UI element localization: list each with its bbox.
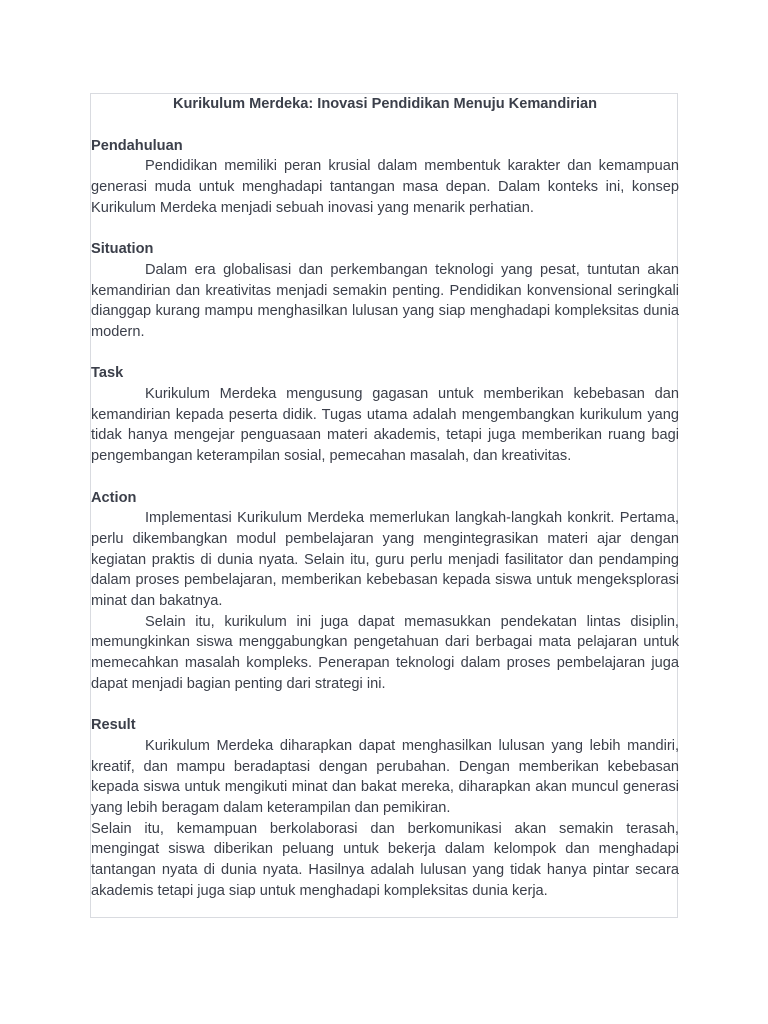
section-paragraph: Selain itu, kemampuan berkolaborasi dan berkomunikasi akan semakin terasah, mengingat siswa diberikan peluang untuk bekerja dalam kelompok dan menghadapi tantangan nyata di dunia nyata. Hasilnya adalah lulusan yang tidak hanya pintar secara akademis tetapi juga siap untuk menghadapi kompleksitas dunia kerja. <box>91 820 679 899</box>
section-heading-action: Action <box>91 489 137 506</box>
section-heading-result: Result <box>91 717 136 734</box>
section-paragraph: Kurikulum Merdeka diharapkan dapat menghasilkan lulusan yang lebih mandiri, kreatif, dan mampu beradaptasi dengan perubahan. Dengan memberikan kebebasan kepada siswa untuk mengikuti minat dan bakat mereka, diharapkan akan muncul generasi yang lebih beragam dalam keterampilan dan pemikiran. <box>91 737 679 817</box>
section-paragraph: Implementasi Kurikulum Merdeka memerlukan langkah-langkah konkrit. Pertama, perlu dikembangkan modul pembelajaran yang mengintegrasikan materi ajar dengan kegiatan praktis di dunia nyata. Selain itu, guru perlu menjadi fasilitator dan pendamping dalam proses pembelajaran, memberikan kebebasan kepada siswa untuk mengeksplorasi minat dan bakatnya. <box>91 510 679 610</box>
section-heading-pendahuluan: Pendahuluan <box>91 137 183 154</box>
section-heading-situation: Situation <box>91 241 154 258</box>
section-paragraph: Kurikulum Merdeka mengusung gagasan untuk memberikan kebebasan dan kemandirian kepada peserta didik. Tugas utama adalah mengembangkan kurikulum yang tidak hanya mengejar penguasaan materi akademis, tetapi juga memberikan ruang bagi pengembangan keterampilan sosial, pemecahan masalah, dan kreativitas. <box>91 386 679 465</box>
document-body <box>91 93 679 902</box>
section-paragraph: Dalam era globalisasi dan perkembangan teknologi yang pesat, tuntutan akan kemandirian dan kreativitas menjadi semakin penting. Pendidikan konvensional seringkali dianggap kurang mampu menghasilkan lulusan yang siap menghadapi kompleksitas dunia modern. <box>91 261 679 340</box>
section-paragraph: Selain itu, kurikulum ini juga dapat memasukkan pendekatan lintas disiplin, memungkinkan siswa menggabungkan pengetahuan dari berbagai mata pelajaran untuk memecahkan masalah kompleks. Penerapan teknologi dalam proses pembelajaran juga dapat menjadi bagian penting dari strategi ini. <box>91 613 679 692</box>
section-heading-task: Task <box>91 365 124 382</box>
section-paragraph: Pendidikan memiliki peran krusial dalam membentuk karakter dan kemampuan generasi muda untuk menghadapi tantangan masa depan. Dalam konteks ini, konsep Kurikulum Merdeka menjadi sebuah inovasi yang menarik perhatian. <box>91 158 679 216</box>
document-title: Kurikulum Merdeka: Inovasi Pendidikan Menuju Kemandirian <box>172 96 598 112</box>
